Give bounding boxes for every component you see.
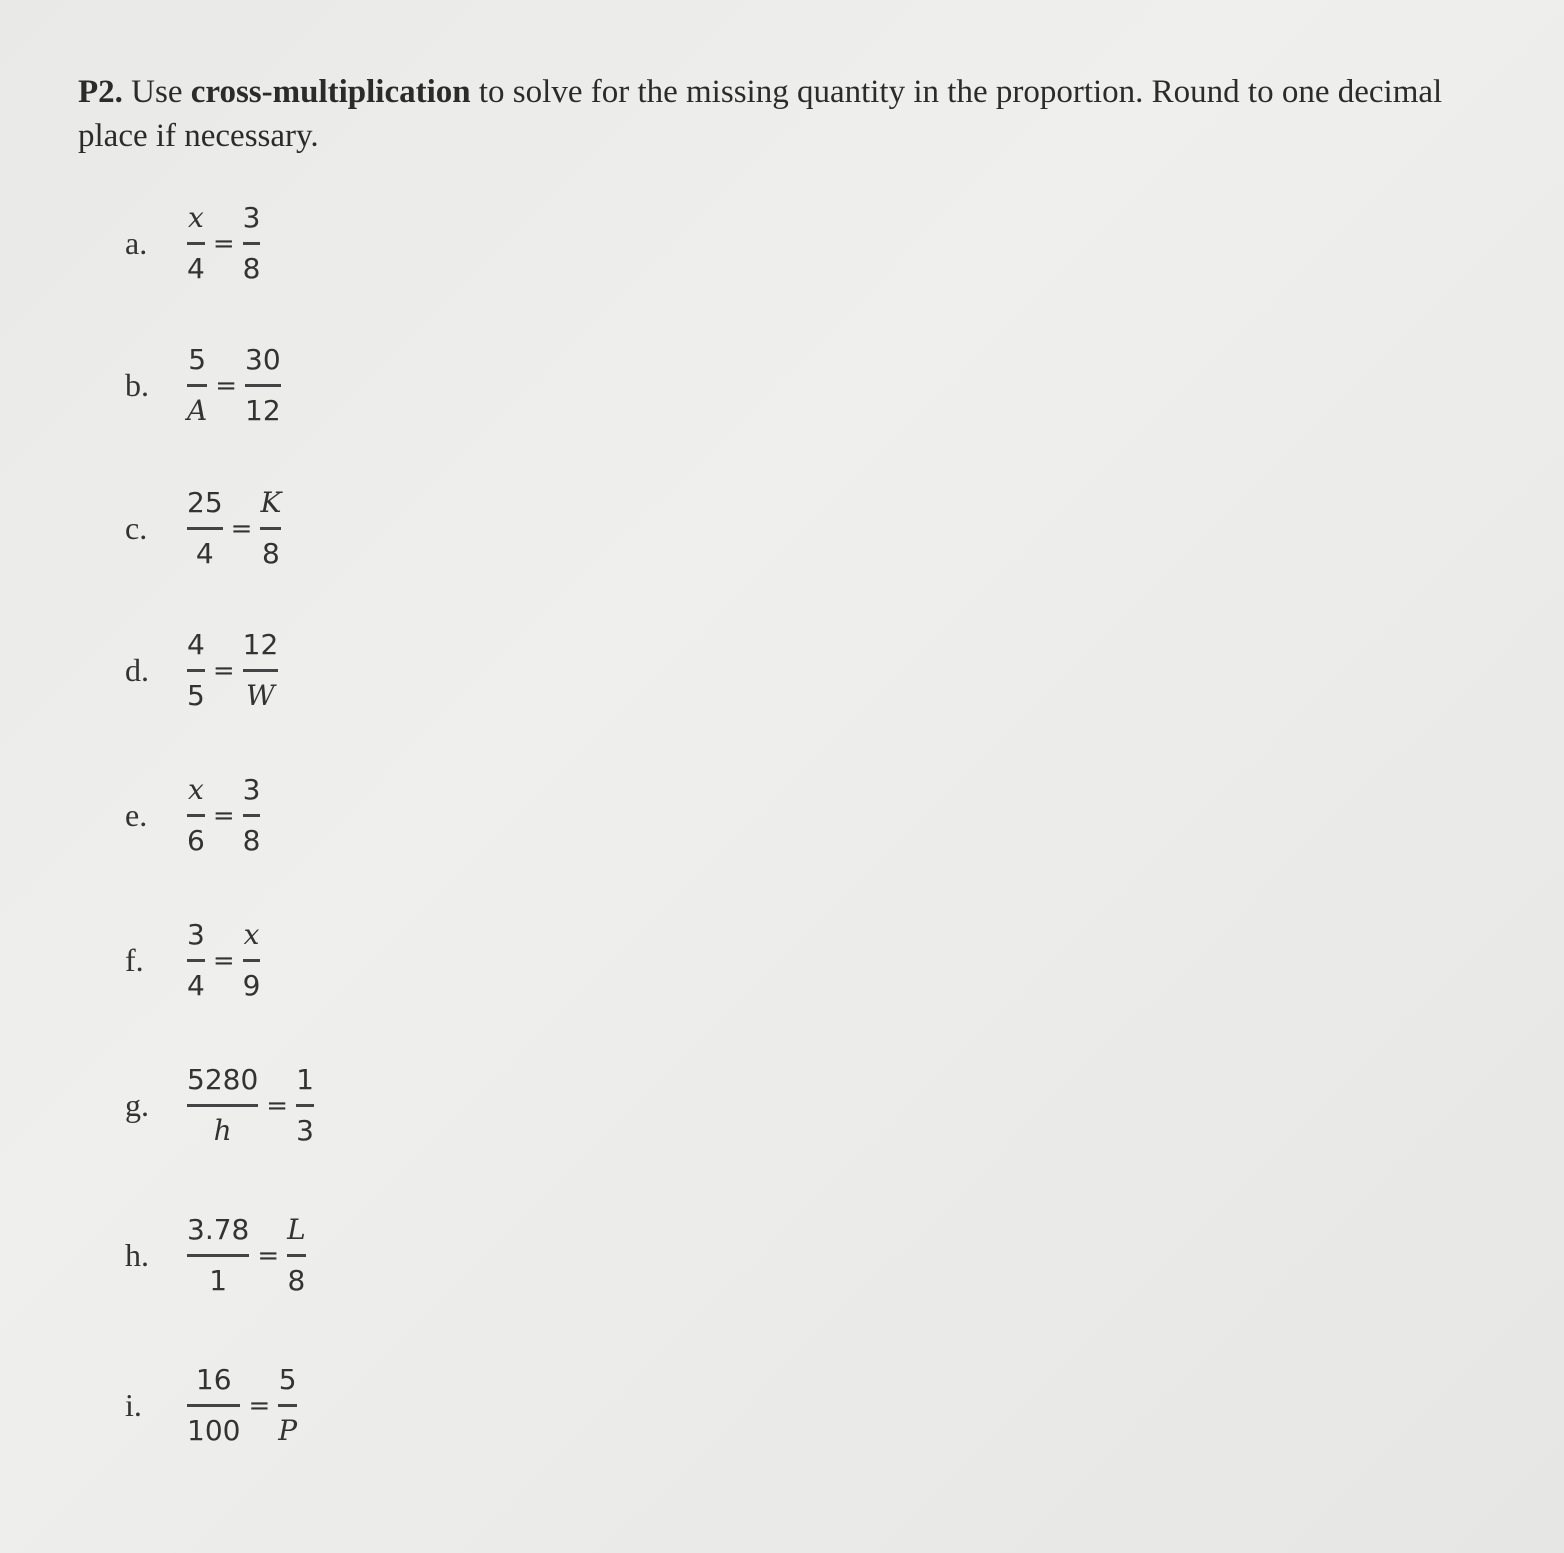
left-numerator: 25 (187, 486, 223, 519)
left-numerator: 3.78 (187, 1213, 250, 1246)
fraction-bar (187, 959, 205, 962)
fraction-bar (187, 527, 223, 530)
equals-sign: = (257, 1240, 280, 1271)
proportion-equation (183, 340, 285, 431)
problem-number: P2. (78, 74, 123, 110)
fraction-bar (243, 959, 261, 962)
fraction-bar (187, 1104, 258, 1107)
proportion-equation (183, 483, 285, 574)
fraction-bar (243, 814, 261, 817)
left-denominator: 4 (187, 969, 205, 1002)
right-denominator: 8 (261, 537, 280, 570)
problem-label: a. (125, 225, 148, 261)
right-denominator: 9 (242, 969, 261, 1002)
proportion-equation (183, 770, 264, 861)
left-denominator: 5 (187, 679, 205, 712)
instruction-text-1: Use (122, 74, 191, 110)
problem-item (125, 915, 264, 1006)
left-fraction (183, 1060, 262, 1151)
right-fraction (239, 915, 265, 1006)
right-numerator: L (287, 1213, 306, 1246)
problem-item (125, 198, 264, 289)
equals-sign: = (230, 513, 253, 544)
problem-item (125, 770, 264, 861)
right-numerator: 3 (242, 773, 261, 806)
right-denominator: 8 (242, 824, 261, 857)
problem-label: d. (125, 652, 149, 688)
proportion-equation (183, 625, 282, 716)
left-denominator: 4 (195, 537, 214, 570)
fraction-bar (243, 242, 261, 245)
equals-sign: = (215, 370, 238, 401)
right-denominator: 8 (287, 1264, 306, 1297)
left-denominator: A (187, 394, 208, 427)
right-denominator: 3 (296, 1114, 314, 1147)
left-denominator: 100 (187, 1414, 241, 1447)
right-fraction (239, 625, 283, 716)
left-numerator: 3 (187, 918, 205, 951)
problem-item (125, 340, 285, 431)
left-fraction (183, 1360, 244, 1451)
fraction-bar (287, 1254, 306, 1257)
problem-label: h. (125, 1237, 149, 1273)
right-numerator: 12 (242, 628, 279, 661)
right-denominator: W (246, 679, 275, 712)
fraction-bar (187, 242, 205, 245)
proportion-equation (183, 1210, 310, 1301)
right-fraction (239, 770, 265, 861)
left-denominator: 6 (187, 824, 205, 857)
right-denominator: 12 (245, 394, 281, 427)
fraction-bar (187, 384, 207, 387)
problem-label: c. (125, 510, 148, 546)
fraction-bar (243, 669, 279, 672)
right-numerator: x (243, 918, 260, 951)
right-numerator: 5 (278, 1363, 297, 1396)
left-fraction (183, 483, 227, 574)
problem-item (125, 1210, 310, 1301)
problem-label: f. (125, 942, 144, 978)
equals-sign: = (212, 228, 235, 259)
left-denominator: 1 (209, 1264, 228, 1297)
fraction-bar (260, 527, 281, 530)
equals-sign: = (248, 1390, 271, 1421)
left-fraction (183, 340, 211, 431)
fraction-bar (278, 1404, 297, 1407)
problem-item (125, 1360, 301, 1451)
equals-sign: = (266, 1090, 289, 1121)
right-denominator: P (278, 1414, 298, 1447)
fraction-bar (187, 814, 205, 817)
fraction-bar (296, 1104, 314, 1107)
problem-label: g. (125, 1087, 149, 1123)
fraction-bar (245, 384, 281, 387)
right-fraction (241, 340, 285, 431)
proportion-equation (183, 1360, 301, 1451)
equals-sign: = (212, 800, 235, 831)
right-fraction (256, 483, 285, 574)
right-denominator: 8 (242, 252, 261, 285)
left-fraction (183, 770, 209, 861)
fraction-bar (187, 1404, 240, 1407)
right-fraction (292, 1060, 318, 1151)
left-fraction (183, 1210, 253, 1301)
left-numerator: 16 (195, 1363, 232, 1396)
right-numerator: 3 (242, 201, 261, 234)
left-numerator: 5 (188, 343, 207, 376)
problem-item (125, 625, 282, 716)
left-denominator: 4 (187, 252, 205, 285)
left-fraction (183, 625, 209, 716)
left-numerator: 5280 (187, 1063, 259, 1096)
right-numerator: 30 (245, 343, 281, 376)
left-numerator: 4 (187, 628, 205, 661)
problem-item (125, 1060, 318, 1151)
right-numerator: 1 (296, 1063, 314, 1096)
proportion-equation (183, 1060, 318, 1151)
instruction-text-2: to solve for the missing quantity in the proportion. Round to one decimal place if necessary. (78, 74, 1443, 154)
left-denominator: h (213, 1114, 232, 1147)
right-fraction (274, 1360, 301, 1451)
left-fraction (183, 915, 209, 1006)
fraction-bar (187, 669, 205, 672)
right-numerator: K (260, 486, 282, 519)
problem-label: i. (125, 1387, 142, 1423)
left-fraction (183, 198, 209, 289)
fraction-bar (187, 1254, 249, 1257)
proportion-equation (183, 915, 264, 1006)
problem-label: e. (125, 797, 148, 833)
proportion-equation (183, 198, 264, 289)
problem-label: b. (125, 367, 149, 403)
problem-item (125, 483, 285, 574)
right-fraction (283, 1210, 310, 1301)
equals-sign: = (212, 655, 235, 686)
right-fraction (239, 198, 265, 289)
instruction-bold: cross-multiplication (190, 74, 471, 110)
left-numerator: x (188, 201, 204, 234)
left-numerator: x (188, 773, 204, 806)
equals-sign: = (212, 945, 235, 976)
problem-instructions (78, 70, 1498, 158)
